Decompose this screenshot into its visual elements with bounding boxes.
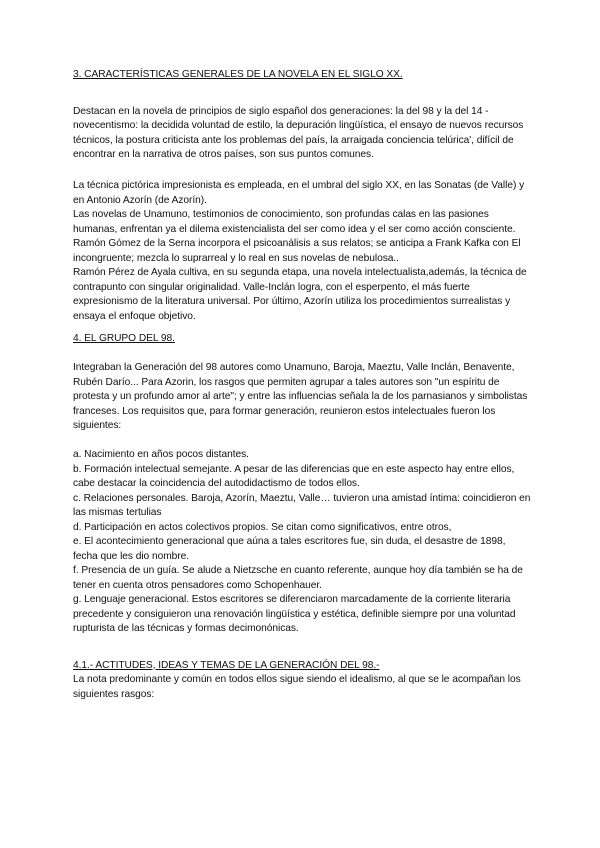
list-item: b. Formación intelectual semejante. A pesar de las diferencias que en este aspecto hay entre ellos, cabe destacar la coincidencia del autodidactismo de todos ellos. [73,463,515,489]
section-4-1-heading: 4.1.- ACTITUDES, IDEAS Y TEMAS DE LA GENERACIÓN DEL 98.- [73,659,380,671]
document-content [73,68,531,702]
section-3-paragraph-2: La técnica pictórica impresionista es empleada, en el umbral del siglo XX, en las Sonatas (de Valle) y en Antonio Azorín (de Azorín). [73,180,525,206]
section-3-heading: 3. CARACTERÍSTICAS GENERALES DE LA NOVELA EN EL SIGLO XX. [73,69,403,80]
section-3-paragraph-3: Las novelas de Unamuno, testimonios de conocimiento, son profundas calas en las pasiones humanas, enfrentan ya el dilema existencialista del ser como idea y el ser como acción consciente. Ramón Gómez de la Serna incorpora el psicoanálisis a sus relatos; se anticipa a Frank Kafka con El incongruente; mezcla lo suprarreal y lo real en sus novelas de nebulosa.. [73,209,521,264]
list-item: a. Nacimiento en años pocos distantes. [73,449,249,460]
section-4-1-paragraph: La nota predominante y común en todos ellos sigue siendo el idealismo, al que se le acompañan los siguientes rasgos: [73,674,521,700]
list-item: c. Relaciones personales. Baroja, Azorín, Maeztu, Valle… tuvieron una amistad íntima: coincidieron en las mismas tertulias [73,492,531,518]
section-4-heading: 4. EL GRUPO DEL 98. [73,333,175,344]
section-3-paragraph-1: Destacan en la novela de principios de siglo español dos generaciones: la del 98 y la del 14 - novecentismo: la decidida voluntad de estilo, la depuración lingüística, el ensayo de nuevos recursos técnicos, la postura criticista ante los problemas del país, la arraigada conciencia telúrica', difícil de encontrar en la narrativa de otros países, son sus puntos comunes. [73,105,524,160]
requirements-list [73,448,531,637]
list-item: f. Presencia de un guía. Se alude a Nietzsche en cuanto referente, aunque hoy día también se ha de tener en cuenta otros pensadores como Schopenhauer. [73,565,523,591]
list-item: d. Participación en actos colectivos propios. Se citan como significativos, entre otros, [73,521,452,533]
section-3-paragraph-4: Ramón Pérez de Ayala cultiva, en su segunda etapa, una novela intelectualista,además, la técnica de contrapunto con singular originalidad. Valle-Inclán logra, con el esperpento, el más fuerte expresionismo de la literatura universal. Por último, Azorín utiliza los procedimientos surrealistas y ensaya el enfoque objetivo. [73,267,527,322]
section-4-intro: Integraban la Generación del 98 autores como Unamuno, Baroja, Maeztu, Valle Inclán, Benavente, Rubén Darío... Para Azorin, los rasgos que permiten agrupar a tales autores son "un espíritu de protesta y un profundo amor al arte"; y entre las influencias señala la de los parnasianos y simbolistas franceses. Los requisitos que, para formar generación, reunieron estos intelectuales fueron los siguientes: [73,362,528,431]
list-item: e. El acontecimiento generacional que aúna a tales escritores fue, sin duda, el desastre de 1898, fecha que les dio nombre. [73,536,506,562]
list-item: g. Lenguaje generacional. Estos escritores se diferenciaron marcadamente de la corriente literaria precedente y consiguieron una renovación lingüística y estética, definible siempre por una voluntad rupturista de las técnicas y formas decimonónicas. [73,594,516,634]
